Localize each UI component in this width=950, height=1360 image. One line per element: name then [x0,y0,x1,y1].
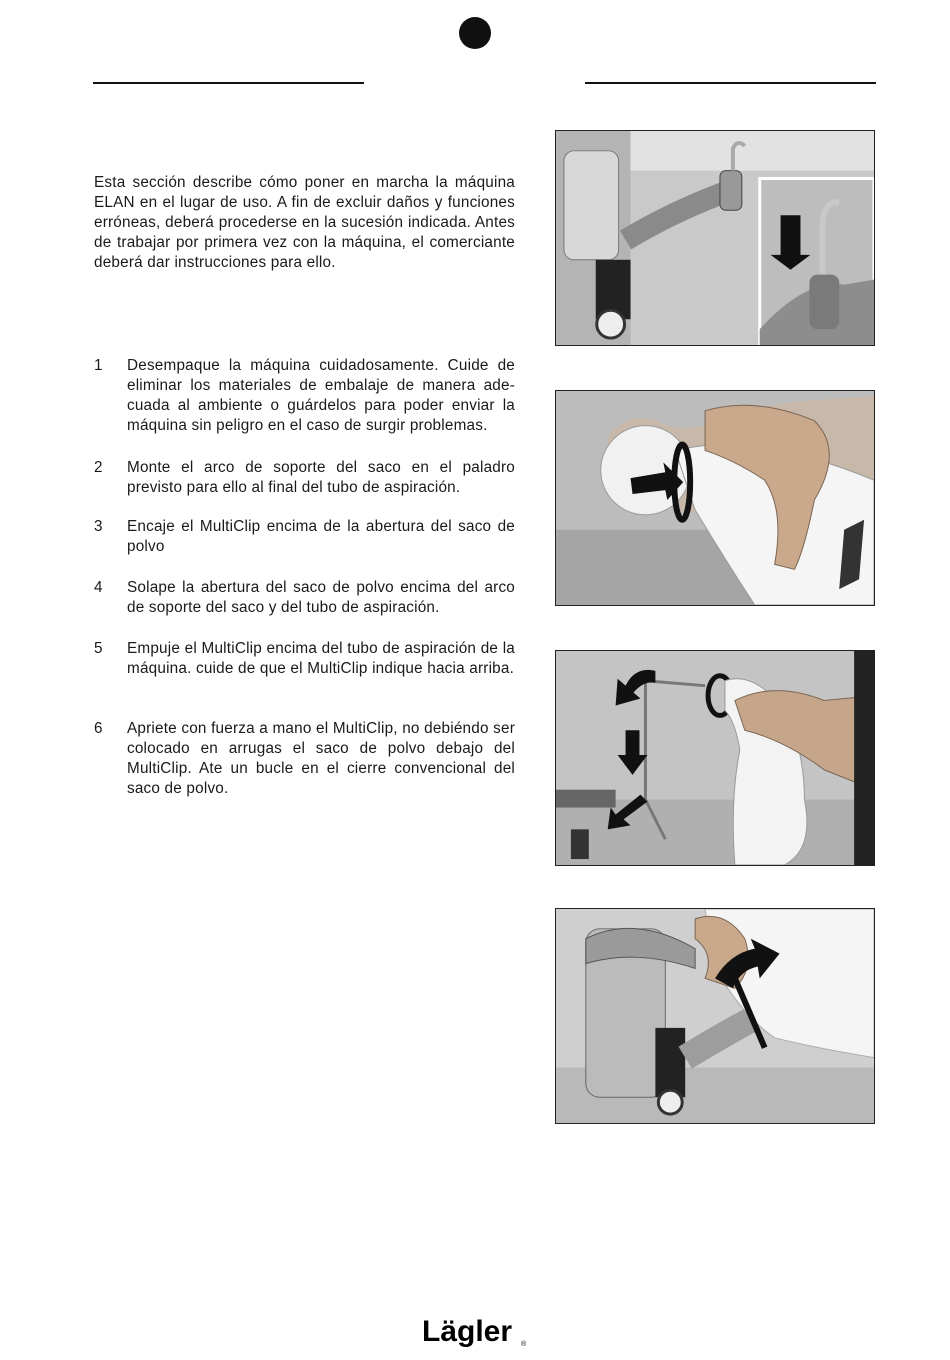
photo-pulling-bag-over-tube [555,650,875,866]
step-number: 3 [94,518,103,535]
step-5 [94,639,515,679]
step-number: 2 [94,459,103,476]
step-text: Solape la abertura del saco de polvo encima del arco de soporte del saco y del tubo de aspiración. [127,579,515,616]
laegler-logo [420,1313,530,1349]
step-text: Apriete con fuerza a mano el MultiClip, no debiéndo ser colocado en arrugas el saco de polvo debajo del MultiClip. Ate un bucle en el cierre convencional del saco de polvo. [127,720,515,797]
section-marker-dot [459,17,491,49]
step-2 [94,458,515,498]
step-text: Encaje el MultiClip encima de la abertura del saco de polvo [127,518,515,555]
step-number: 4 [94,579,103,596]
step-6 [94,719,515,799]
photo-fitting-multiclip [555,390,875,606]
step-text: Desempaque la máquina cuidadosamente. Cuide de eliminar los materiales de embalaje de manera ade-cuada al ambiente o guárdelos para poder enviar la máquina sin peligro en el caso de surgir problemas. [127,357,515,434]
step-text: Monte el arco de soporte del saco en el paladro previsto para ello al final del tubo de aspiración. [127,459,515,496]
step-4 [94,578,515,618]
header-rule-right [585,82,876,84]
step-number: 5 [94,640,103,657]
step-1 [94,356,515,436]
logo-wordmark: Lägler [422,1315,513,1348]
photo-tightening-multiclip [555,908,875,1124]
step-3 [94,517,515,557]
registered-mark: ® [521,1341,527,1348]
step-number: 1 [94,357,103,374]
intro-paragraph: Esta sección describe cómo poner en marcha la máquina ELAN en el lugar de uso. A fin de excluir daños y funciones erróneas, deberá procederse en la sucesión indicada. Antes de trabajar por primera vez con la máquina, el comerciante deberá dar instrucciones para ello. [94,174,515,271]
photo-mounting-bag-bracket [555,130,875,346]
step-number: 6 [94,720,103,737]
header-rule-left [93,82,364,84]
step-text: Empuje el MultiClip encima del tubo de aspiración de la máquina. cuide de que el MultiClip indique hacia arriba. [127,640,515,677]
